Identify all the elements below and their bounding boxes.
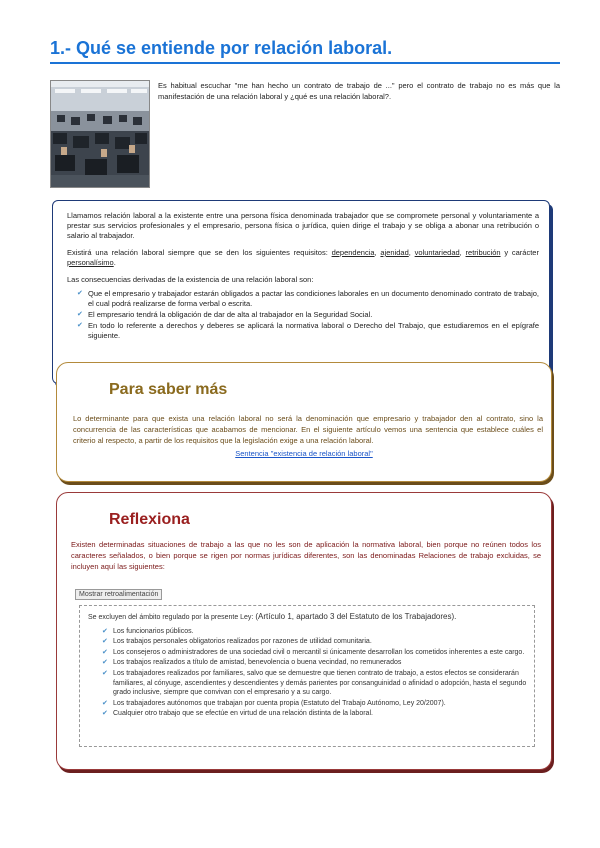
req-retribucion: retribución [465, 248, 501, 257]
page-title: 1.- Qué se entiende por relación laboral. [50, 38, 560, 64]
check-icon: ✔ [77, 290, 83, 297]
check-icon: ✔ [102, 669, 108, 677]
show-feedback-button[interactable]: Mostrar retroalimentación [75, 589, 162, 600]
check-icon: ✔ [77, 322, 83, 329]
check-icon: ✔ [102, 699, 108, 707]
exclusions-list [88, 627, 528, 719]
feedback-panel [79, 605, 535, 747]
para-saber-mas-box [56, 362, 552, 482]
definition-paragraph: Llamamos relación laboral a la existente entre una persona física denominada trabajador que se compromete personal y voluntariamente a prestar sus servicios profesionales y el empresario, persona física o jurídica, quien dirige el trabajo y se obliga a abonar una retribución o salario al trabajador. [67, 211, 539, 240]
req-dependencia: dependencia [331, 248, 375, 257]
req-ajenidad: ajenidad [380, 248, 409, 257]
box-title: Para saber más [109, 381, 228, 398]
check-icon: ✔ [102, 638, 108, 646]
list-item: ✔ Cualquier otro trabajo que se efectúe en virtud de una relación distinta de la laboral. [102, 710, 373, 718]
req-personalisimo: personalísimo [67, 258, 114, 267]
check-icon: ✔ [102, 710, 108, 718]
intro-paragraph: Es habitual escuchar "me han hecho un contrato de trabajo de ..." pero el contrato de trabajo no es más que la manifestación de una relación laboral y ¿qué es una relación laboral?. [158, 81, 560, 101]
check-icon: ✔ [102, 648, 108, 656]
reflexiona-box [56, 492, 552, 770]
list-item: ✔ En todo lo referente a derechos y deberes se aplicará la normativa laboral o Derecho del Trabajo, que estudiaremos en el epígrafe siguiente. [77, 321, 539, 340]
requirements-paragraph: Existirá una relación laboral siempre que se den los siguientes requisitos: dependencia, ajenidad, voluntariedad, retribución y carácter personalísimo. [67, 248, 539, 267]
list-item: ✔ Que el empresario y trabajador estarán obligados a pactar las condiciones laborales en un documento denominado contrato de trabajo, el cual podrá realizarse de forma verbal o escrita. [77, 289, 539, 308]
req-voluntariedad: voluntariedad [414, 248, 460, 257]
list-item: ✔ Los consejeros o administradores de una sociedad civil o mercantil si únicamente desarrollan los cometidos inherentes a este cargo. [102, 648, 525, 656]
list-item: ✔ El empresario tendrá la obligación de dar de alta al trabajador en la Seguridad Social. [77, 310, 373, 319]
check-icon: ✔ [102, 627, 108, 635]
list-item: ✔ Los trabajos realizados a título de amistad, benevolencia o buena vecindad, no remunerados [102, 659, 402, 667]
box-text: Existen determinadas situaciones de trabajo a las que no les son de aplicación la normativa laboral, bien porque no reúnen todos los caracteres señalados, o bien porque se rigen por normas jurídicas diferentes, son las denominadas Relaciones de trabajo excluidas, se incluyen aquí las siguientes: [71, 540, 541, 571]
sentencia-link[interactable]: Sentencia "existencia de relación laboral" [235, 449, 373, 458]
list-item: ✔ Los trabajadores realizados por familiares, salvo que se demuestre que tienen contrato de trabajo, a estos efectos se considerarán familiares, al cónyuge, ascendientes y descendientes y demás parientes por consanguinidad o afinidad o adopción, hasta el segundo grado inclusive, siempre que convivan con el empresario y a su cargo. [102, 669, 527, 697]
consequences-paragraph: Las consecuencias derivadas de la existencia de una relación laboral son: [67, 275, 314, 284]
definition-box [52, 200, 550, 384]
consequences-list [67, 289, 539, 341]
list-item: ✔ Los trabajadores autónomos que trabajan por cuenta propia (Estatuto del Trabajo Autónomo, Ley 20/2007). [102, 699, 446, 707]
office-photo [50, 80, 150, 188]
box-title: Reflexiona [109, 511, 190, 528]
box-text: Lo determinante para que exista una relación laboral no será la denominación que empresario y trabajador den al contrato, sino la concurrencia de las características que acabamos de mencionar. En el siguiente artículo vemos una sentencia que establece cuáles el criterio al respecto, a partir de los requisitos que la legislación exige a una relación laboral. [73, 414, 543, 445]
check-icon: ✔ [102, 659, 108, 667]
list-item: ✔ Los funcionarios públicos. [102, 627, 194, 635]
feedback-lead: Se excluyen del ámbito regulado por la presente Ley: (Artículo 1, apartado 3 del Estatuto de los Trabajadores). [88, 612, 457, 621]
check-icon: ✔ [77, 311, 83, 318]
list-item: ✔ Los trabajos personales obligatorios realizados por razones de utilidad comunitaria. [102, 638, 372, 646]
